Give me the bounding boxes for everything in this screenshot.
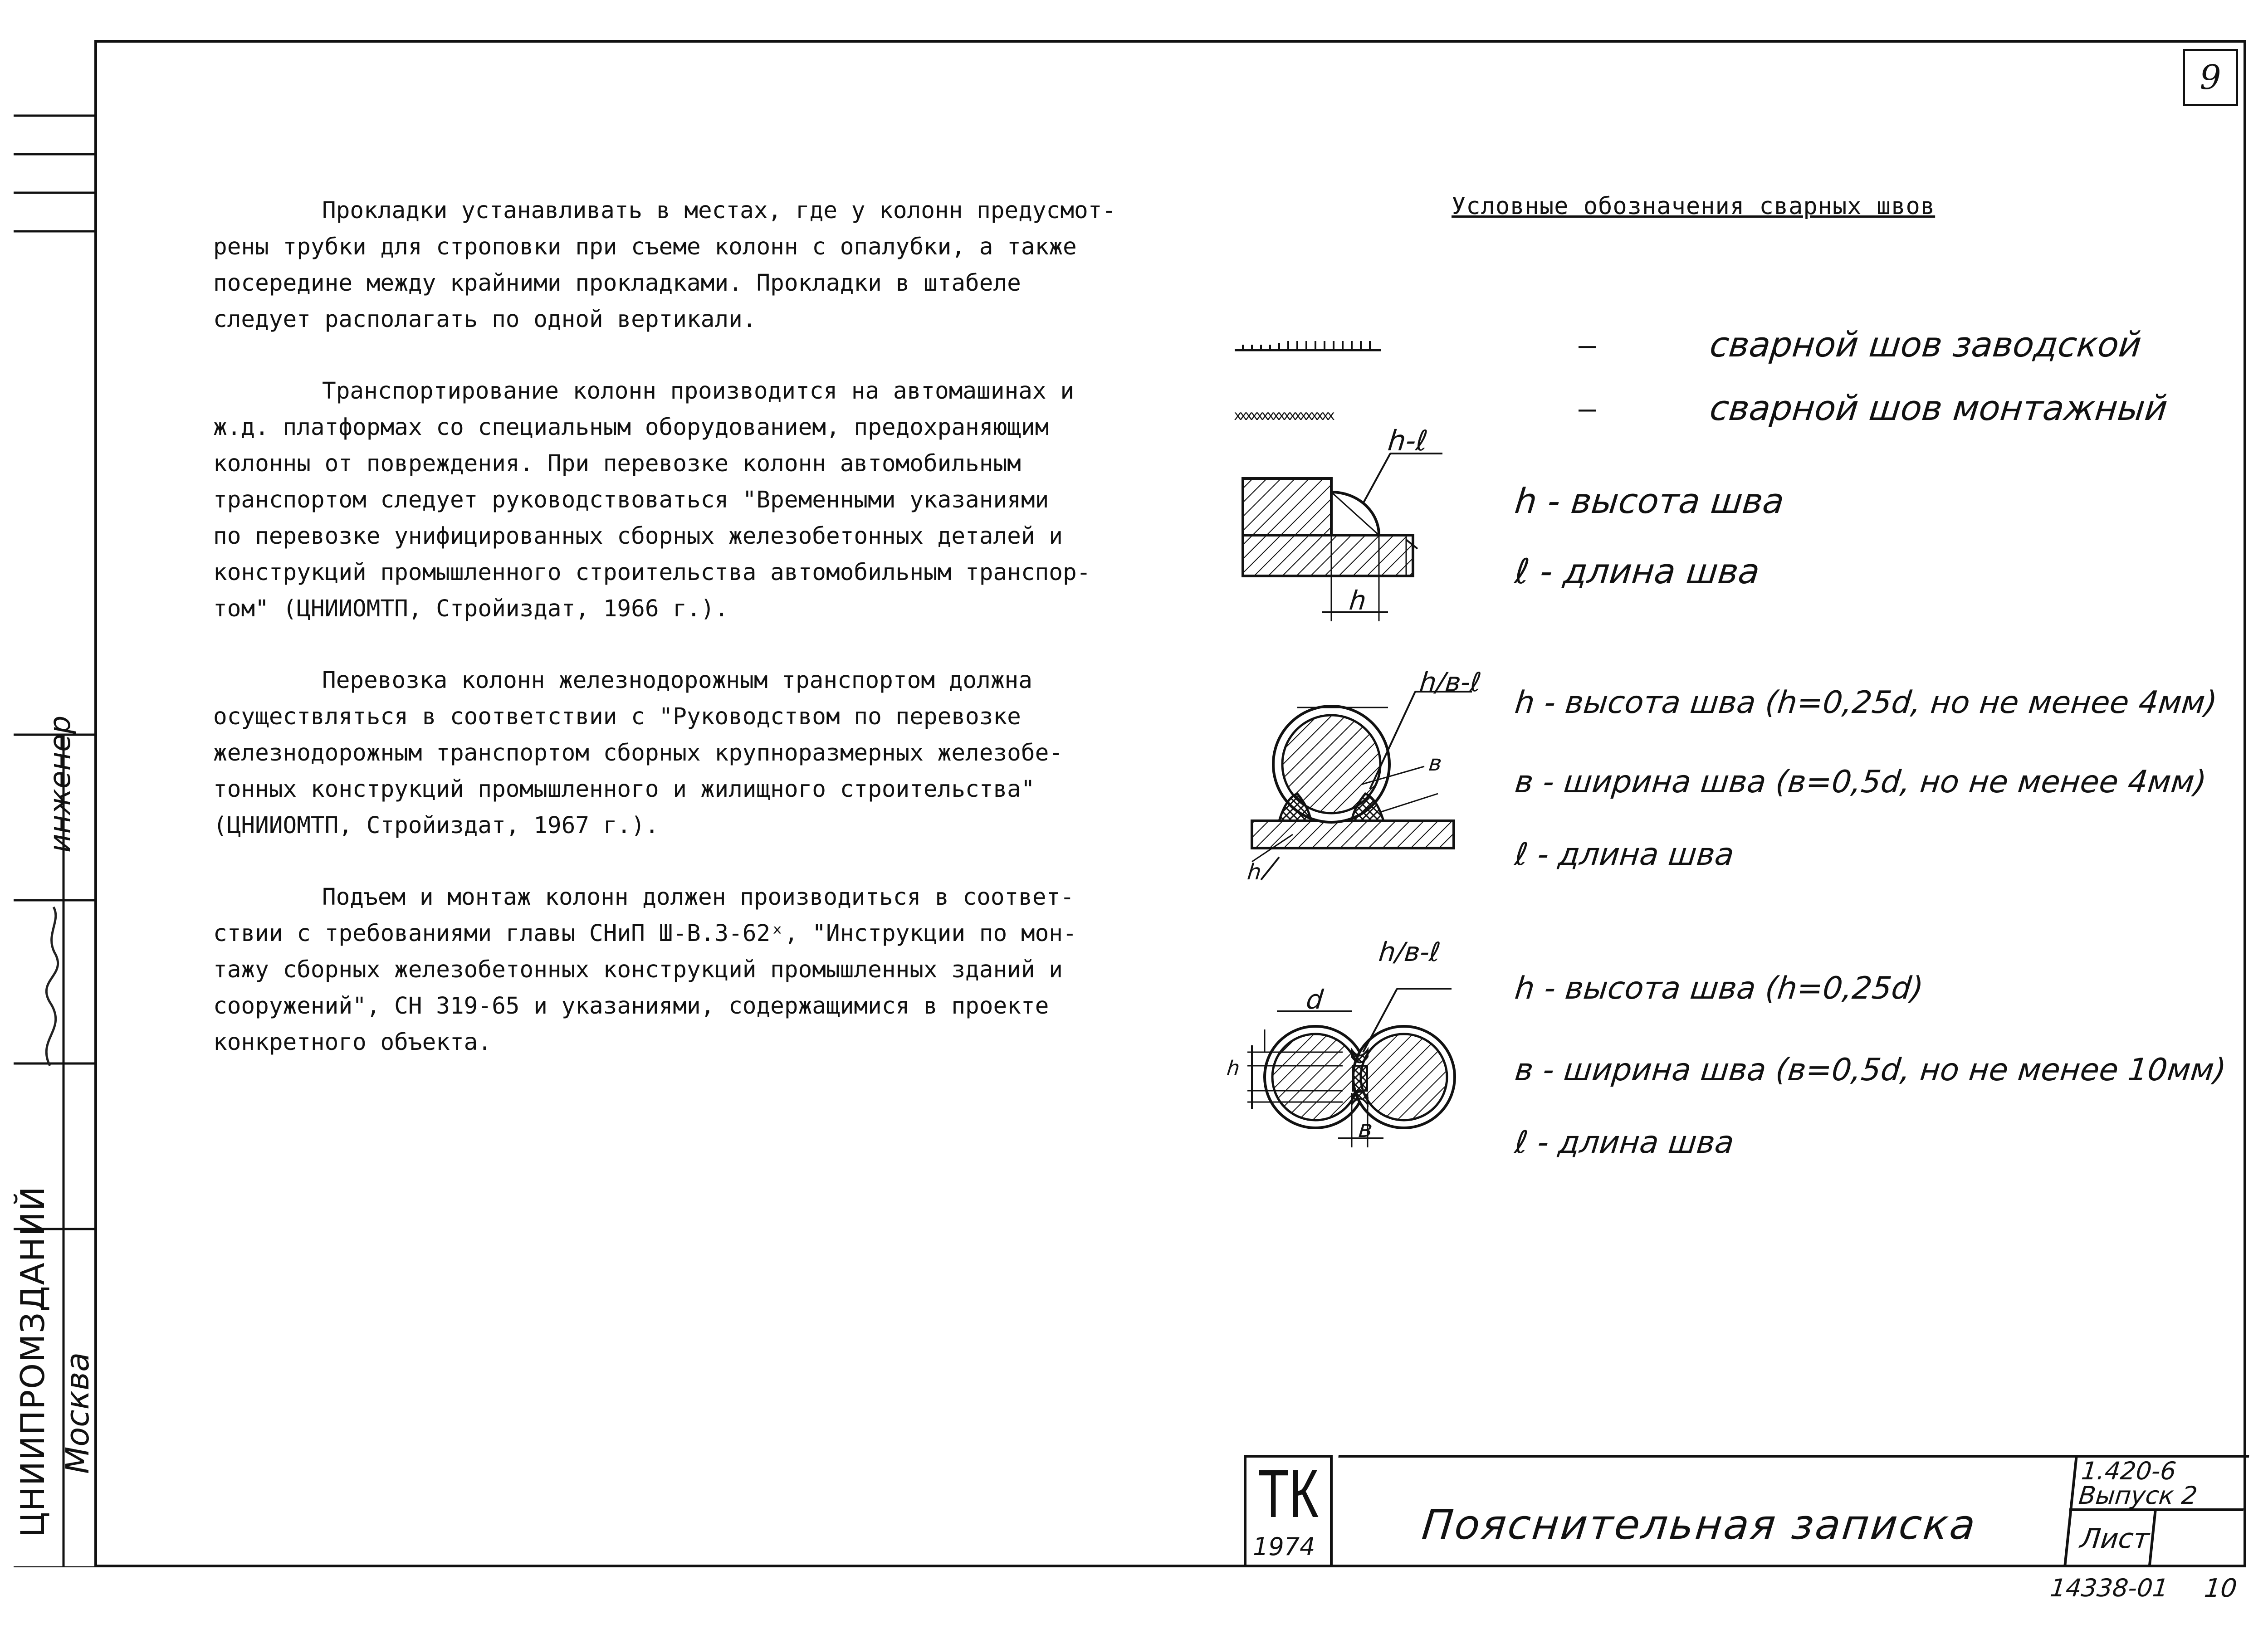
factory-weld-symbol	[1234, 331, 1383, 358]
fig1-length-def: ℓ - длина шва	[1513, 551, 1762, 591]
strip-city: Москва	[59, 1352, 96, 1474]
document-title-text: Пояснительная записка	[1420, 1501, 1980, 1549]
fig3-dim-h: h	[1226, 1057, 1241, 1080]
fig3-width-def: в - ширина шва (в=0,5d, но не менее 10мм)	[1513, 1052, 2228, 1088]
document-title	[1327, 1455, 2078, 1567]
fig1-dim-h: h	[1348, 585, 1368, 616]
organization-stamp	[1244, 1455, 1333, 1567]
paragraph-1: Прокладки устанавливать в местах, где у колонн предусмот- рены трубки для строповки при съеме колонн с опалубки, а также посередине между крайними прокладками. Прокладки в штабеле следует располагать по одной вертикали.	[213, 197, 1116, 333]
fillet-weld-diagram	[1234, 426, 1452, 635]
site-weld-label: сварной шов монтажный	[1708, 388, 2170, 428]
bar-to-plate-weld-diagram	[1225, 667, 1479, 902]
fig3-label: h/в-ℓ	[1377, 937, 1442, 967]
fig2-length-def: ℓ - длина шва	[1513, 837, 1736, 873]
fig2-dim-b: в	[1427, 751, 1443, 776]
fig2-label: h/в-ℓ	[1418, 667, 1483, 697]
fig1-height-def: h - высота шва	[1513, 481, 1786, 521]
left-binding-strip	[0, 0, 94, 1567]
sheet-label: Лист	[2078, 1523, 2151, 1555]
series-number: 1.420-6	[2080, 1457, 2178, 1485]
fig2-dim-h: h	[1246, 859, 1263, 885]
paragraph-2: Транспортирование колонн производится на автомашинах и ж.д. платформах со специальным оборудованием, предохраняющим колонны от повреждения. При перевозке колонн автомобильным транспортом следует руководствоваться "Временными указаниями по перевозке унифицированных сборных железобетонных деталей и конструкций промышленного строительства автомобильным транспор- том" (ЦНИИОМТП, Стройиздат, 1966 г.).	[213, 378, 1091, 622]
fig3-height-def: h - высота шва (h=0,25d)	[1513, 971, 1925, 1006]
fig1-label: h-ℓ	[1386, 424, 1430, 457]
paragraph-4: Подъем и монтаж колонн должен производиться в соответ- ствии с требованиями главы СНиП Ш-В.3-62ˣ, "Инструкции по мон- тажу сборных железобетонных конструкций промышленных зданий и сооружений", СН 319-65 и указаниями, содержащимися в проекте конкретного объекта.	[213, 884, 1077, 1056]
svg-text:xxxxxxxxxxxxxxxxxx: xxxxxxxxxxxxxxxxxx	[1234, 408, 1333, 424]
bar-to-bar-weld-diagram	[1207, 943, 1488, 1170]
sheet-number: 9	[2183, 49, 2238, 106]
fig3-dim-b: в	[1357, 1116, 1374, 1143]
factory-weld-label: сварной шов заводской	[1708, 324, 2144, 365]
factory-weld-dash: —	[1579, 329, 1596, 362]
sheet-label-cell	[2069, 1511, 2156, 1567]
fig2-width-def: в - ширина шва (в=0,5d, но не менее 4мм)	[1513, 764, 2209, 800]
site-weld-symbol	[1234, 407, 1383, 425]
explanatory-text	[213, 193, 1193, 1096]
stamp-org: ТК	[1257, 1455, 1319, 1532]
fig2-height-def: h - высота шва (h=0,25d, но не менее 4мм)	[1513, 685, 2219, 721]
strip-signature	[18, 902, 82, 1075]
legend-title: Условные обозначения сварных швов	[1452, 193, 1936, 220]
site-weld-dash: —	[1579, 392, 1596, 426]
series-code	[2069, 1455, 2249, 1511]
stamp-year: 1974	[1253, 1532, 1315, 1561]
issue-number: Выпуск 2	[2077, 1481, 2199, 1510]
fig3-dim-d: d	[1305, 984, 1325, 1015]
title-block	[1244, 1455, 2246, 1567]
archive-number: 14338-01	[2048, 1574, 2170, 1602]
paragraph-3: Перевозка колонн железнодорожным транспортом должна осуществляться в соответствии с "Руководством по перевозке железнодорожным транспортом сборных крупноразмерных железобе- тонных конструкций промышленного и жилищного строительства" (ЦНИИОМТП, Стройиздат, 1967 г.).	[213, 667, 1063, 839]
strip-organization: ЦНИИПРОМЗДАНИЙ	[14, 1185, 52, 1537]
strip-role: инженер	[44, 715, 77, 853]
page-number: 10	[2203, 1574, 2239, 1603]
fig3-length-def: ℓ - длина шва	[1513, 1125, 1736, 1161]
